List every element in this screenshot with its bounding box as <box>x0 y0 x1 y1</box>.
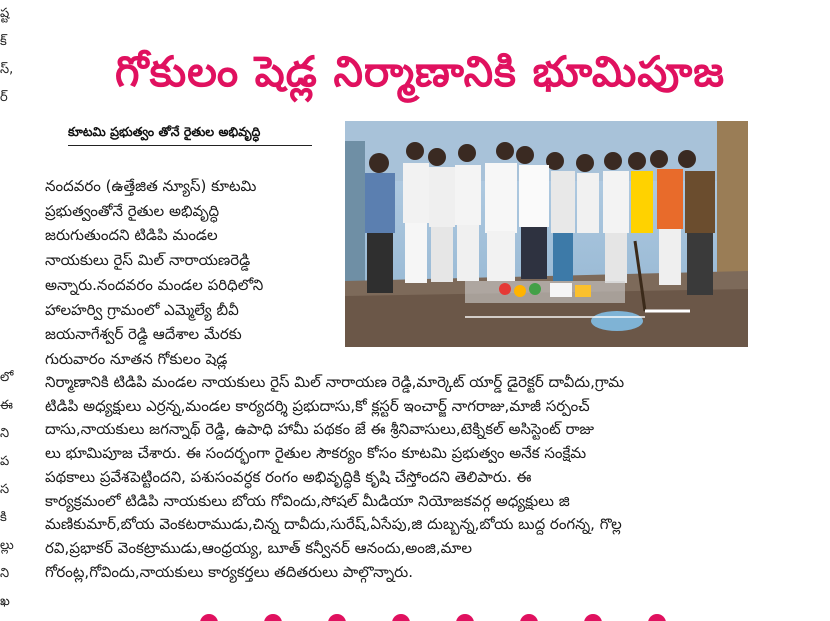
article-body-narrow <box>45 174 335 372</box>
article-line: దాసు,నాయకులు జగన్నాథ్ రెడ్డి, ఉపాధి హామీ పథకం జే ఈ శ్రీనివాసులు,టెక్నికల్ అసిస్టెంట్ రాజు <box>45 420 595 439</box>
article-line: జయనాగేశ్వర్ రెడ్డి ఆదేశాల మేరకు <box>45 325 242 344</box>
neighbour-fragment <box>0 196 22 224</box>
neighbour-fragment: ఈ <box>0 398 13 413</box>
neighbour-fragment: ష్ట <box>0 6 10 21</box>
group-photo-illustration <box>345 121 748 347</box>
neighbour-fragment: కి <box>0 510 7 525</box>
neighbour-fragment: ని <box>0 566 10 581</box>
neighbour-fragment <box>0 252 22 280</box>
news-photo <box>345 121 748 347</box>
neighbour-fragment: క్ <box>0 34 7 49</box>
article-line: గోరంట్ల,గోవిందు,నాయకులు కార్యకర్తలు తదితరులు పాల్గొన్నారు. <box>45 562 414 581</box>
neighbour-fragment: ర్ <box>0 90 8 105</box>
headline: గోకులం షెడ్ల నిర్మాణానికి భూమిపూజ <box>115 47 725 96</box>
next-headline-cut-off <box>200 608 760 621</box>
article-line: జరుగుతుందని టిడిపి మండల <box>45 226 218 245</box>
article-line: నాయకులు రైస్ మిల్ నారాయణరెడ్డి <box>45 251 251 270</box>
article-line: నిర్మాణానికి టిడిపి మండల నాయకులు రైస్ మిల్ నారాయణ రెడ్డి,మార్కెట్ యార్డ్ డైరెక్టర్ దావీదు,గ్రామ <box>45 373 625 391</box>
article-line: పథకాలు ప్రవేశపెట్టిందని, పశుసంవర్ధక రంగం అభివృద్ధికి కృషి చేస్తోందని తెలిపారు. ఈ <box>45 467 532 486</box>
neighbour-fragment <box>0 168 22 196</box>
neighbour-fragment: ఖ <box>0 594 10 609</box>
neighbour-fragment: స <box>0 482 10 497</box>
subhead: కూటమి ప్రభుత్వం తోనే రైతుల అభివృద్ధి <box>68 124 312 146</box>
article-line: కార్యక్రమంలో టిడిపి నాయకులు బోయ గోవిందు,సోషల్ మీడియా నియోజకవర్గ అధ్యక్షులు జి <box>45 491 570 510</box>
neighbour-fragment <box>0 112 22 140</box>
neighbour-fragment: ని <box>0 426 10 441</box>
neighbour-fragment: ప <box>0 454 10 469</box>
article-line: ప్రభుత్వంతోనే రైతుల అభివృద్ధి <box>45 201 220 220</box>
article-line: లు భూమిపూజ చేశారు. ఈ సందర్భంగా రైతుల సౌకర్యం కోసం కూటమి ప్రభుత్వం అనేక సంక్షేమ <box>45 444 587 463</box>
article-line: మణికుమార్,బోయ వెంకటరాముడు,చిన్న దావీదు,సురేష్,ఏసేపు,జి దుబ్బన్న,బోయ బుద్ద రంగన్న, గొల్ల <box>45 515 622 534</box>
article-line: రవి,ప్రభాకర్ వెంకట్రాముడు,ఆంధ్రయ్య, బూత్ కన్వీనర్ ఆనందు,అంజి,మాల <box>45 538 472 557</box>
article-line: గురువారం నూతన గోకులం షెడ్ల <box>45 349 228 368</box>
article-line: నందవరం (ఉత్తేజిత న్యూస్) కూటమి <box>45 177 257 195</box>
neighbour-fragment <box>0 308 22 336</box>
neighbour-fragment <box>0 140 22 168</box>
neighbour-column-fragments <box>0 0 22 621</box>
neighbour-fragment <box>0 280 22 308</box>
article-line: అన్నారు.నందవరం మండల పరిధిలోని <box>45 275 264 294</box>
article-line: హాలహర్వి గ్రామంలో ఎమ్మెల్యే బీవీ <box>45 300 239 319</box>
neighbour-fragment: లో <box>0 370 14 385</box>
neighbour-fragment: స్, <box>0 62 14 77</box>
neighbour-fragment <box>0 224 22 252</box>
article-line: టిడిపి అధ్యక్షులు ఎర్రన్న,మండల కార్యదర్శి ప్రభుదాసు,కో క్లస్టర్ ఇంచార్జ్ నాగరాజు,మాజీ సర్పంచ్ <box>45 396 590 415</box>
neighbour-fragment: ల్లు <box>0 538 14 553</box>
neighbour-fragment <box>0 336 22 364</box>
article-body-wide <box>45 371 750 584</box>
